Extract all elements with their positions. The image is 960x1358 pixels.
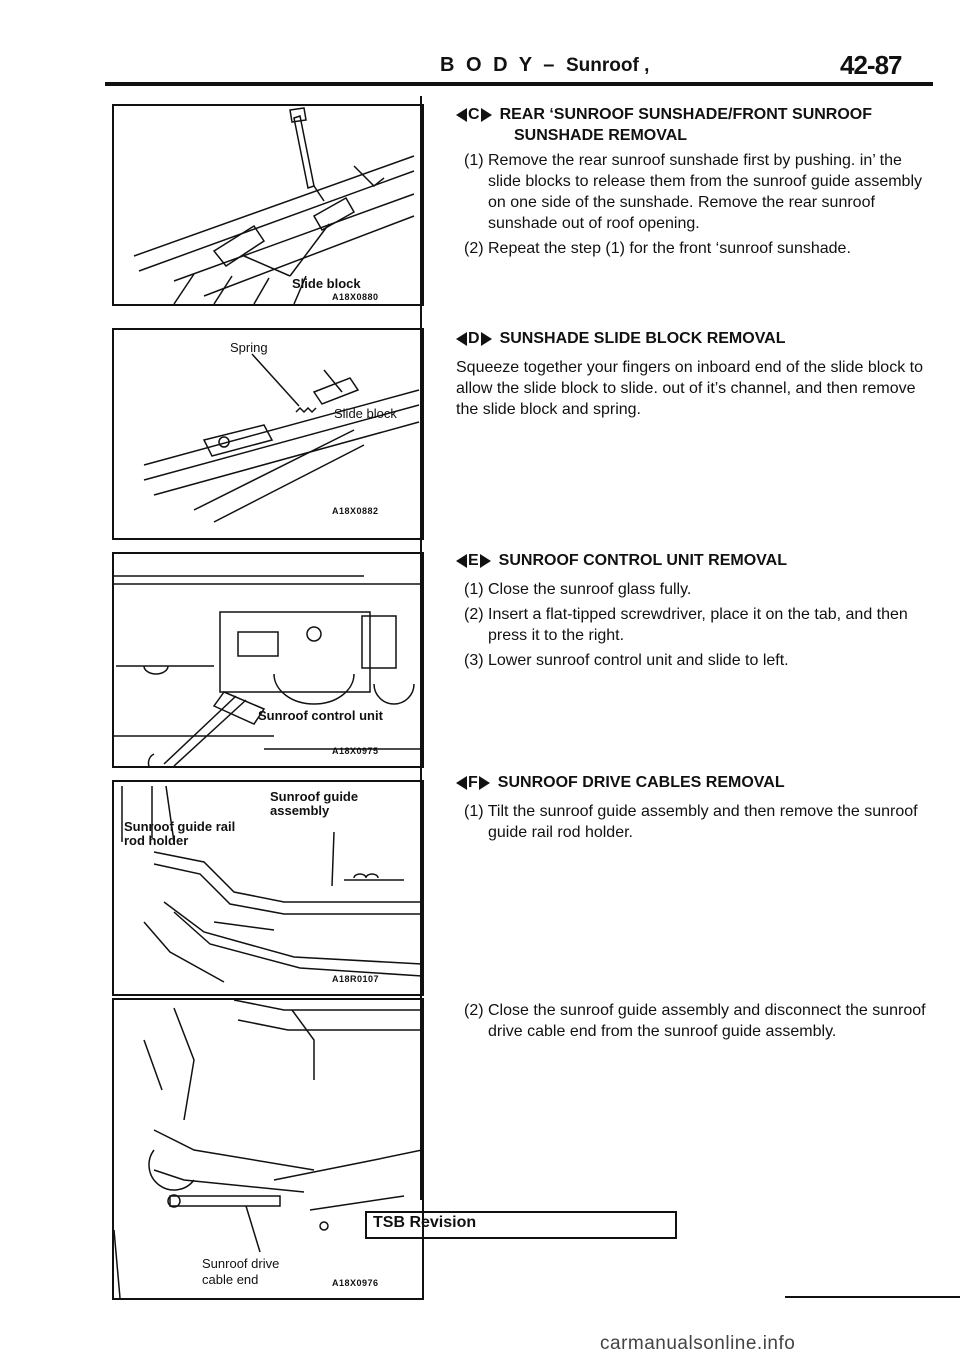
figure-code: A18X0976 [332,1278,379,1288]
figure-label-rail-rod-holder: Sunroof guide rail rod holder [124,819,236,848]
tsb-revision-label: TSB Revision [373,1214,477,1231]
figure-label-guide-assembly: Sunroof guide assembly [270,789,359,818]
badge-letter: E [468,552,479,569]
column-rule [420,96,422,1200]
watermark: carmanualsonline.info [600,1333,796,1354]
badge-letter: C [468,106,480,123]
header-dash: – [543,54,558,76]
section-d [456,328,936,420]
step-3: (3) Lower sunroof control unit and slide to left. [464,652,789,669]
step-1: (1) Remove the rear sunroof sunshade first by pushing. in’ the slide blocks to release them from the sunroof guide assembly on one side of the sunshade. Remove the rear sunroof sunshade out of roof opening. [464,152,922,232]
figure-label-spring: Spring [230,340,268,355]
badge-letter: D [468,330,480,347]
section-f-continued [456,996,936,1042]
figure-label: Sunroof control unit [258,708,383,723]
section-heading [456,772,936,793]
section-heading-text: REAR ‘SUNROOF SUNSHADE/FRONT SUNROOF [499,106,873,123]
footer-rule [785,1296,960,1298]
section-heading [456,550,936,571]
section-badge-icon [456,550,491,571]
step-1: (1) Tilt the sunroof guide assembly and then remove the sunroof guide rail rod holder. [464,803,918,841]
step-2: (2) Close the sunroof guide assembly and disconnect the sunroof drive cable end from the sunroof guide assembly. [464,1002,926,1040]
figure-code: A18R0107 [332,974,380,984]
badge-letter: F [468,774,478,791]
header-title [440,54,649,77]
section-f [456,772,936,843]
figure-guide-assembly [112,780,424,996]
step-1: (1) Close the sunroof glass fully. [464,581,692,598]
figure-drive-cable [112,998,424,1300]
section-heading [456,328,936,349]
figure-code: A18X0880 [332,292,379,302]
section-heading-text: SUNROOF CONTROL UNIT REMOVAL [498,552,787,569]
page-header [0,0,960,92]
section-badge-icon [456,104,492,125]
figure-label-cable-end: cable end [202,1272,259,1287]
figure-label: Slide block [292,276,361,291]
figure-slide-block [112,104,424,306]
tsb-revision-box [365,1211,677,1239]
section-badge-icon [456,772,490,793]
figure-code: A18X0975 [332,746,379,756]
drive-cable-illustration [114,1000,422,1298]
section-paragraph: Squeeze together your fingers on inboard end of the slide block to allow the slide block to slide. out of it’s channel, and then remove the slide block and spring. [456,359,923,418]
figure-label-slide-block: Slide block [334,406,397,421]
section-heading [456,104,936,125]
page-number: 42-87 [840,50,902,80]
figure-code: A18X0882 [332,506,379,516]
section-e [456,550,936,671]
step-2: (2) Insert a flat-tipped screwdriver, place it on the tab, and then press it to the right. [464,606,908,644]
figure-spring-slide-block [112,328,424,540]
step-2: (2) Repeat the step (1) for the front ‘sunroof sunshade. [464,240,851,257]
figure-label-drive: Sunroof drive [202,1256,280,1271]
slide-block-illustration [114,106,422,304]
header-rule [105,82,933,86]
control-unit-illustration [114,554,422,766]
section-subheading: SUNSHADE REMOVAL [514,127,688,144]
section-heading-text: SUNSHADE SLIDE BLOCK REMOVAL [499,330,786,347]
header-body: B O D Y [440,54,535,76]
section-c [456,104,936,259]
section-heading-text: SUNROOF DRIVE CABLES REMOVAL [497,774,785,791]
section-badge-icon [456,328,492,349]
header-subtitle: Sunroof , [565,55,650,76]
figure-control-unit [112,552,424,768]
